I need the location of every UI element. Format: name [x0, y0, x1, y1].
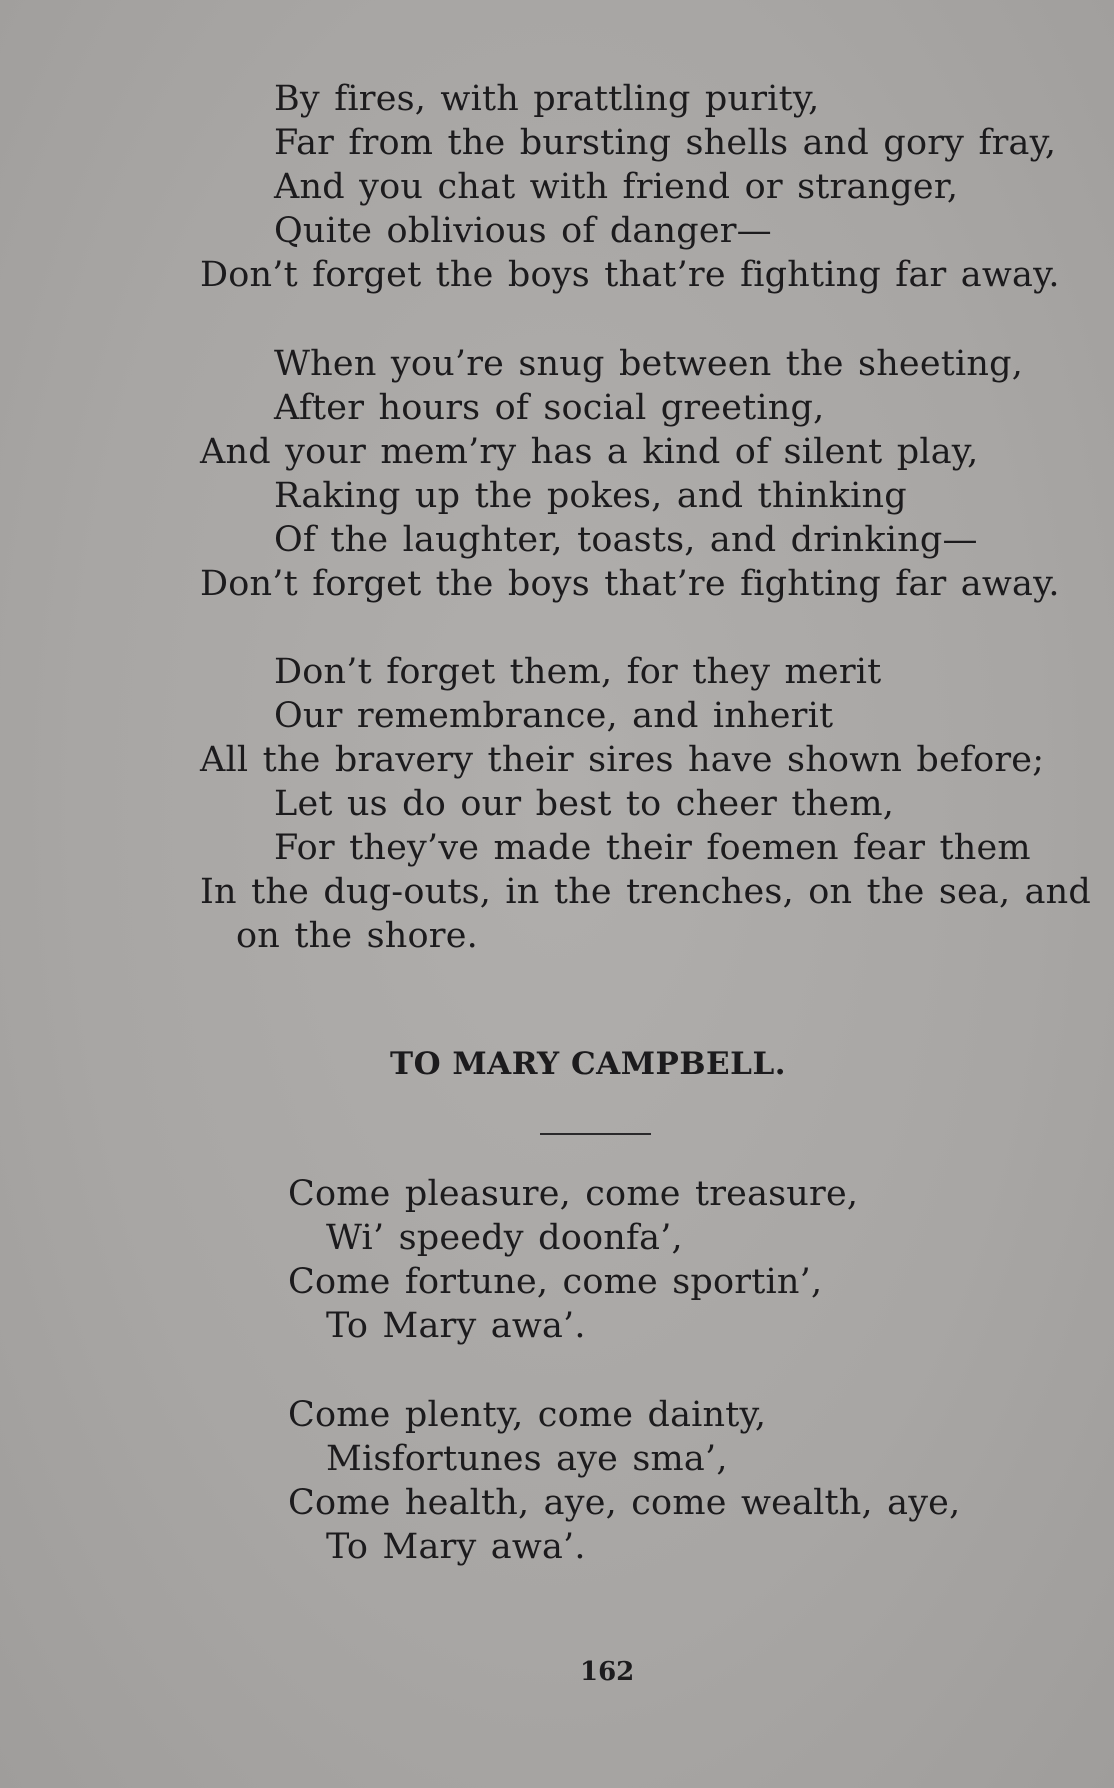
poem-line: Come health, aye, come wealth, aye, — [288, 1483, 961, 1523]
poem-line: Quite oblivious of danger— — [274, 211, 772, 251]
poem-line: Come pleasure, come treasure, — [288, 1174, 859, 1214]
poem-line-continuation: on the shore. — [236, 916, 478, 956]
title-divider — [540, 1133, 651, 1135]
poem-line: To Mary awa’. — [326, 1527, 586, 1567]
page-number: 162 — [580, 1657, 635, 1687]
poem-line: Of the laughter, toasts, and drinking— — [274, 520, 978, 560]
poem-line: To Mary awa’. — [326, 1306, 586, 1346]
poem-refrain: Don’t forget the boys that’re fighting far away. — [200, 255, 1060, 295]
poem-line: For they’ve made their foemen fear them — [274, 828, 1031, 868]
poem-line: And you chat with friend or stranger, — [274, 167, 959, 207]
poem-line: And your mem’ry has a kind of silent play, — [200, 432, 979, 472]
poem-line: All the bravery their sires have shown before; — [200, 740, 1045, 780]
poem-line: After hours of social greeting, — [274, 388, 825, 428]
poem-line: In the dug-outs, in the trenches, on the sea, and — [200, 872, 1092, 912]
poem-line: Come fortune, come sportin’, — [288, 1262, 823, 1302]
poem-title: TO MARY CAMPBELL. — [390, 1046, 787, 1082]
poem-line: Far from the bursting shells and gory fray, — [274, 123, 1057, 163]
poem-line: Let us do our best to cheer them, — [274, 784, 895, 824]
poem-line: By fires, with prattling purity, — [274, 79, 820, 119]
poem-refrain: Don’t forget the boys that’re fighting far away. — [200, 564, 1060, 604]
poem-line: When you’re snug between the sheeting, — [274, 344, 1024, 384]
poem-line: Raking up the pokes, and thinking — [274, 476, 907, 516]
poem-line: Misfortunes aye sma’, — [326, 1439, 728, 1479]
poem-line: Wi’ speedy doonfa’, — [326, 1218, 683, 1258]
poem-line: Our remembrance, and inherit — [274, 696, 834, 736]
poem-line: Don’t forget them, for they merit — [274, 652, 882, 692]
poem-line: Come plenty, come dainty, — [288, 1395, 767, 1435]
